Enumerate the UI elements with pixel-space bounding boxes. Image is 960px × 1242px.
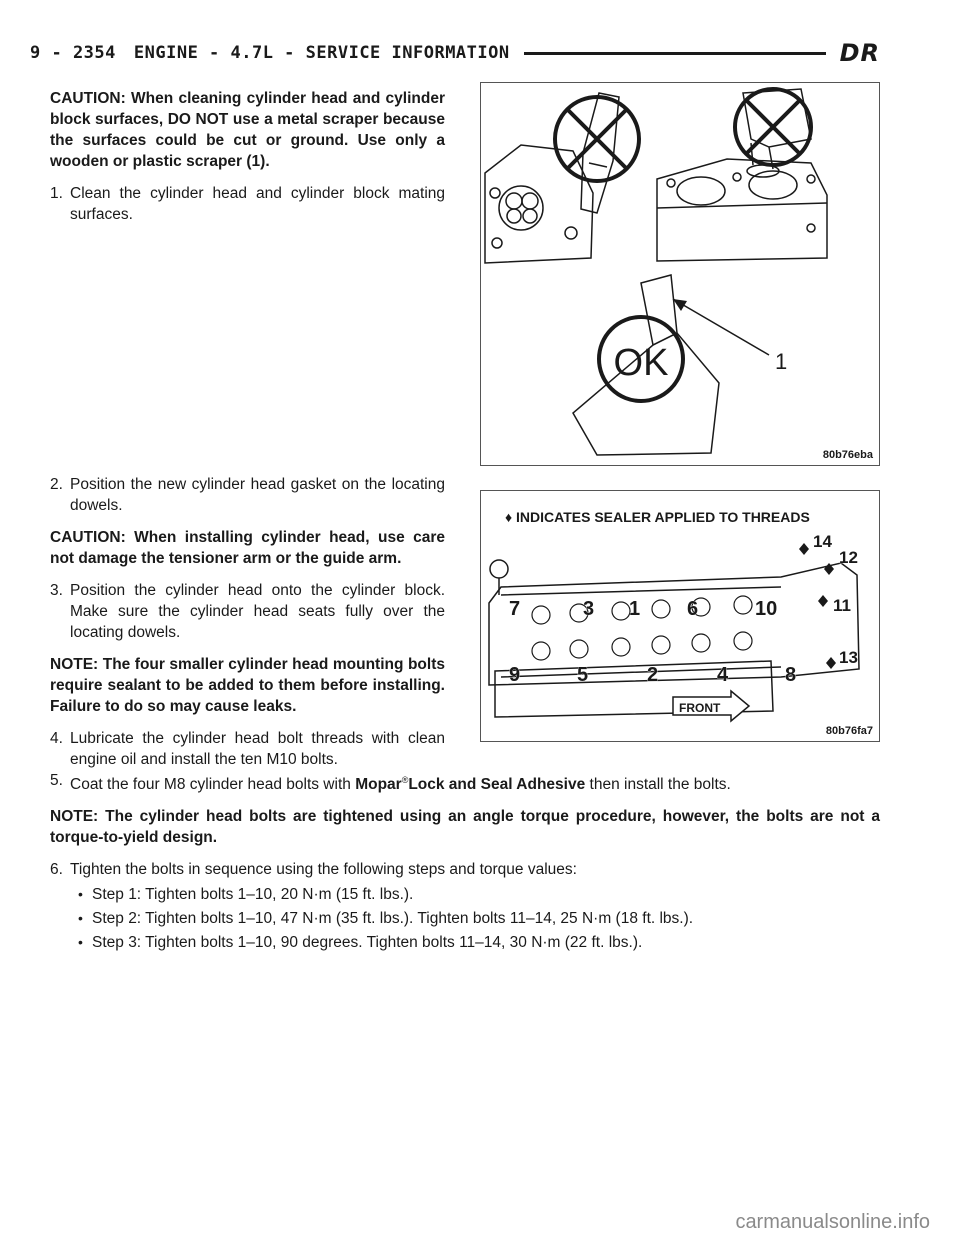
left-bolt-hole (492, 238, 502, 248)
bolt-number: 7 (509, 598, 521, 620)
step-5 (50, 770, 880, 795)
diamond-icon: ♦ (505, 509, 513, 525)
sealer-diamond-icon (826, 657, 836, 669)
deck-line (657, 203, 827, 208)
step-number: 3. (50, 582, 63, 599)
step-2 (50, 474, 445, 516)
plastic-scraper-handle (641, 275, 677, 345)
step5-pre: Coat the four M8 cylinder head bolts with (70, 776, 356, 794)
left-valve (523, 209, 537, 223)
bullet-icon: • (78, 886, 83, 903)
scraper-figure (480, 82, 880, 466)
callout-number: 1 (775, 349, 788, 374)
valve-spring (532, 642, 550, 660)
cylinder-bore (677, 177, 725, 205)
step-6 (50, 859, 880, 880)
cylinder-head-drawing (481, 491, 879, 741)
header-rule (524, 52, 826, 55)
valve-spring (652, 600, 670, 618)
page-header (30, 36, 880, 70)
valve-spring (734, 632, 752, 650)
scraper-illustration (481, 83, 879, 465)
figure-code: 80b76fa7 (825, 725, 873, 737)
callout-leader (673, 299, 769, 355)
step-number: 6. (50, 861, 63, 879)
block-bolt-hole (733, 173, 741, 181)
prohibited-cross (567, 109, 627, 169)
left-valve (507, 209, 521, 223)
valve-spring (692, 634, 710, 652)
step-text: Lubricate the cylinder head bolt threads with clean engine oil and install the ten M10 bolts. (70, 730, 445, 768)
bolt-number: 4 (717, 664, 729, 686)
valve-spring (532, 606, 550, 624)
bolt-number: 12 (839, 548, 858, 567)
cam-sensor (490, 560, 508, 578)
bolt-number: 10 (755, 598, 778, 620)
bolt-number: 2 (647, 664, 659, 686)
left-valve (522, 193, 538, 209)
step5-post: then install the bolts. (585, 776, 731, 794)
valve-spring (652, 636, 670, 654)
torque-step-list (50, 884, 880, 953)
bolt-number: 14 (813, 532, 832, 551)
left-valve-pocket (499, 186, 543, 230)
list-item (78, 884, 880, 905)
scraper-edge-line (589, 163, 607, 167)
caution-text-2: CAUTION: When installing cylinder head, use care not damage the tensioner arm or the guide arm. (50, 529, 445, 567)
step-number: 5. (50, 772, 63, 789)
step-4 (50, 728, 445, 770)
right-cylinder-block-outline (657, 159, 827, 261)
caution-block-1 (50, 88, 445, 225)
valve-spring (570, 640, 588, 658)
bolt-number: 9 (509, 664, 521, 686)
figure-code: 80b76eba (822, 449, 873, 461)
block-bolt-hole (807, 224, 815, 232)
product-name: Lock and Seal Adhesive (408, 776, 586, 794)
bolt-number: 8 (785, 664, 797, 686)
bullet-icon: • (78, 910, 83, 927)
bolt-sequence-figure (480, 490, 880, 742)
site-watermark[interactable]: carmanualsonline.info (735, 1211, 930, 1233)
valve-spring (612, 638, 630, 656)
torque-step-text: Step 2: Tighten bolts 1–10, 47 N·m (35 ft. lbs.). Tighten bolts 11–14, 25 N·m (18 ft. lbs.). (92, 910, 694, 928)
instruction-block-2 (50, 474, 445, 770)
list-item (78, 908, 880, 929)
bolt-number: 3 (583, 598, 595, 620)
step-3 (50, 580, 445, 643)
bolt-number: 1 (629, 598, 641, 620)
note-text-1: NOTE: The four smaller cylinder head mounting bolts require sealant to be added to them before installing. Failure to do so may cause leaks. (50, 656, 445, 715)
bullet-icon: • (78, 934, 83, 951)
sealer-diamond-icon (818, 595, 828, 607)
bolt-number: 6 (687, 598, 699, 620)
ok-label: OK (613, 342, 669, 384)
block-bolt-hole (807, 175, 815, 183)
front-label: FRONT (679, 701, 721, 715)
cylinder-head-outline (489, 563, 859, 685)
page-number: 9 - 2354 (30, 43, 116, 63)
step-text: Clean the cylinder head and cylinder block mating surfaces. (70, 185, 445, 223)
step-text (70, 770, 880, 795)
left-bolt-hole (565, 227, 577, 239)
step-number: 1. (50, 185, 63, 202)
note-text-2: NOTE: The cylinder head bolts are tightened using an angle torque procedure, however, the bolts are not a torque-to-yield design. (50, 808, 880, 847)
list-item (78, 932, 880, 953)
step-text: Position the cylinder head onto the cylinder block. Make sure the cylinder head seats fully over the locating dowels. (70, 582, 445, 641)
sealer-legend-text: INDICATES SEALER APPLIED TO THREADS (516, 509, 810, 525)
instruction-block-3 (50, 770, 880, 953)
step-number: 2. (50, 476, 63, 493)
step-number: 4. (50, 730, 63, 747)
section-title: ENGINE - 4.7L - SERVICE INFORMATION (133, 43, 510, 63)
model-logo: DR (839, 39, 880, 67)
valve-spring (734, 596, 752, 614)
sealer-diamond-icon (799, 543, 809, 555)
front-arrow (673, 691, 749, 721)
block-bolt-hole (667, 179, 675, 187)
bolt-number: 13 (839, 648, 858, 667)
torque-step-text: Step 3: Tighten bolts 1–10, 90 degrees. Tighten bolts 11–14, 30 N·m (22 ft. lbs.). (92, 934, 643, 952)
step-1 (50, 183, 445, 225)
caution-text-1: CAUTION: When cleaning cylinder head and cylinder block surfaces, DO NOT use a metal scraper because the surfaces could be cut or ground. Use only a wooden or plastic scraper (1). (50, 90, 445, 170)
valve-spring (612, 602, 630, 620)
brand-name: Mopar (355, 776, 402, 794)
bolt-number: 11 (833, 596, 851, 615)
grinder-body (743, 89, 811, 147)
step-text: Tighten the bolts in sequence using the following steps and torque values: (70, 861, 577, 879)
left-bolt-hole (490, 188, 500, 198)
step-text: Position the new cylinder head gasket on the locating dowels. (70, 476, 445, 514)
bolt-number: 5 (577, 664, 589, 686)
left-valve (506, 193, 522, 209)
registered-mark: ® (401, 775, 409, 785)
torque-step-text: Step 1: Tighten bolts 1–10, 20 N·m (15 ft. lbs.). (92, 886, 414, 904)
head-edge-lines (501, 587, 781, 677)
